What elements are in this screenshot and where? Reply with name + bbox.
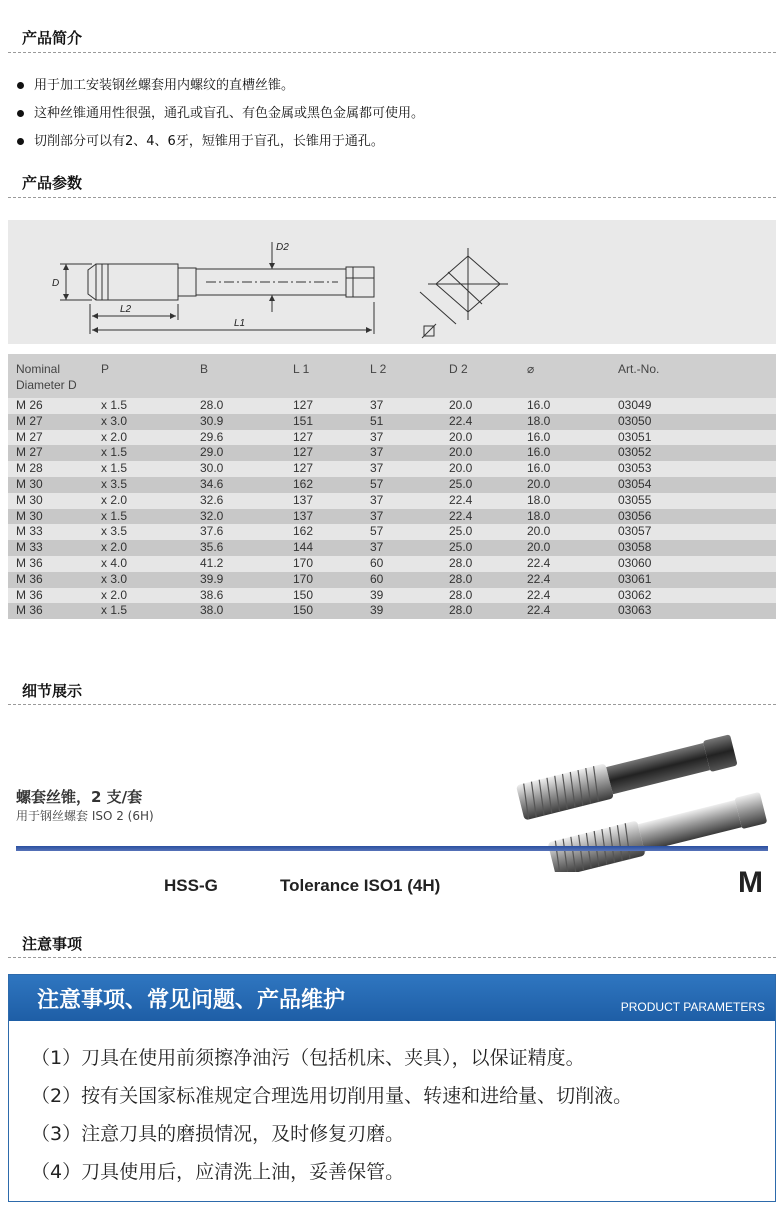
table-cell: 20.0 xyxy=(449,461,473,476)
table-cell: 32.0 xyxy=(200,508,224,523)
dim-label-l1: L1 xyxy=(234,318,246,329)
notice-section-title: 注意事项 xyxy=(22,935,83,953)
table-cell: 37 xyxy=(370,445,384,460)
table-row xyxy=(8,461,776,477)
table-cell: M 30 xyxy=(16,476,43,491)
table-cell: M 33 xyxy=(16,524,43,539)
table-cell: 20.0 xyxy=(527,524,551,539)
table-cell: 39 xyxy=(370,603,384,618)
detail-product-title: 螺套丝锥，2 支/套 xyxy=(16,788,143,806)
dim-label-d: D xyxy=(52,278,60,289)
table-cell: x 3.5 xyxy=(101,524,128,539)
table-cell: 51 xyxy=(370,413,384,428)
table-cell: M 27 xyxy=(16,429,43,444)
table-row xyxy=(8,414,776,430)
table-row xyxy=(8,556,776,572)
table-cell: 22.4 xyxy=(527,603,551,618)
table-cell: 57 xyxy=(370,476,384,491)
header-b: B xyxy=(200,362,209,376)
table-cell: x 4.0 xyxy=(101,555,128,570)
table-cell: 28.0 xyxy=(200,398,224,412)
table-cell: 22.4 xyxy=(449,492,473,507)
table-cell: M 30 xyxy=(16,492,43,507)
table-cell: 35.6 xyxy=(200,540,224,555)
tap-dimension-diagram xyxy=(8,220,776,344)
table-cell: 137 xyxy=(293,508,314,523)
table-cell: 37 xyxy=(370,398,384,412)
table-cell: 03056 xyxy=(618,508,652,523)
table-cell: 162 xyxy=(293,524,314,539)
table-row xyxy=(8,477,776,493)
table-cell: x 1.5 xyxy=(101,398,128,412)
header-diameter: Diameter D xyxy=(16,378,77,392)
table-cell: 03052 xyxy=(618,445,652,460)
table-row xyxy=(8,445,776,461)
header-p: P xyxy=(101,362,110,376)
table-cell: 03057 xyxy=(618,524,652,539)
table-cell: 03050 xyxy=(618,413,652,428)
table-cell: x 1.5 xyxy=(101,445,128,460)
table-cell: 137 xyxy=(293,492,314,507)
table-row xyxy=(8,524,776,540)
table-cell: 37 xyxy=(370,461,384,476)
table-cell: x 2.0 xyxy=(101,540,128,555)
table-cell: 03061 xyxy=(618,571,652,586)
header-art-no: Art.-No. xyxy=(618,362,660,376)
table-cell: 20.0 xyxy=(527,540,551,555)
spec-table-header xyxy=(8,354,776,398)
table-cell: 30.0 xyxy=(200,461,224,476)
table-cell: 25.0 xyxy=(449,540,473,555)
table-cell: 18.0 xyxy=(527,508,551,523)
table-cell: 37.6 xyxy=(200,524,224,539)
table-cell: x 2.0 xyxy=(101,429,128,444)
table-cell: 20.0 xyxy=(449,429,473,444)
table-cell: 16.0 xyxy=(527,398,551,412)
table-cell: 18.0 xyxy=(527,492,551,507)
table-cell: x 1.5 xyxy=(101,461,128,476)
table-cell: M 36 xyxy=(16,571,43,586)
table-cell: 41.2 xyxy=(200,555,224,570)
detail-section-title: 细节展示 xyxy=(22,682,83,700)
table-cell: 25.0 xyxy=(449,476,473,491)
table-cell: 16.0 xyxy=(527,461,551,476)
detail-tolerance: Tolerance ISO1 (4H) xyxy=(280,876,441,895)
table-cell: 170 xyxy=(293,571,314,586)
detail-series-letter: M xyxy=(738,866,763,899)
table-cell: M 30 xyxy=(16,508,43,523)
table-cell: 170 xyxy=(293,555,314,570)
table-row xyxy=(8,572,776,588)
table-cell: 22.4 xyxy=(527,571,551,586)
table-cell: 03060 xyxy=(618,555,652,570)
table-cell: 16.0 xyxy=(527,429,551,444)
table-cell: 03062 xyxy=(618,587,652,602)
table-cell: M 27 xyxy=(16,413,43,428)
table-cell: M 36 xyxy=(16,603,43,618)
table-cell: 03063 xyxy=(618,603,652,618)
table-cell: 37 xyxy=(370,508,384,523)
table-cell: M 27 xyxy=(16,445,43,460)
intro-item: 这种丝锥通用性很强，通孔或盲孔、有色金属或黑色金属都可使用。 xyxy=(14,100,764,128)
header-l1: L 1 xyxy=(293,362,310,376)
spec-table-body xyxy=(8,398,776,619)
table-cell: 28.0 xyxy=(449,603,473,618)
table-cell: 127 xyxy=(293,429,314,444)
table-cell: x 3.0 xyxy=(101,571,128,586)
table-cell: 03053 xyxy=(618,461,652,476)
intro-list xyxy=(14,72,764,156)
notice-header-en: PRODUCT PARAMETERS xyxy=(620,1000,765,1014)
table-cell: 25.0 xyxy=(449,524,473,539)
table-cell: x 2.0 xyxy=(101,492,128,507)
table-cell: M 26 xyxy=(16,398,43,412)
table-row xyxy=(8,603,776,619)
notice-header-title: 注意事项、常见问题、产品维护 xyxy=(37,988,346,1013)
table-cell: 20.0 xyxy=(449,445,473,460)
table-cell: 144 xyxy=(293,540,314,555)
table-row xyxy=(8,588,776,604)
table-cell: 57 xyxy=(370,524,384,539)
table-cell: 34.6 xyxy=(200,476,224,491)
tap-drawing xyxy=(8,220,776,344)
table-cell: M 28 xyxy=(16,461,43,476)
table-cell: 37 xyxy=(370,540,384,555)
table-cell: 150 xyxy=(293,603,314,618)
intro-item: 用于加工安装钢丝螺套用内螺纹的直槽丝锥。 xyxy=(14,72,764,100)
intro-item: 切削部分可以有2、4、6牙，短锥用于盲孔，长锥用于通孔。 xyxy=(14,128,764,156)
table-cell: 30.9 xyxy=(200,413,224,428)
table-cell: 18.0 xyxy=(527,413,551,428)
spec-table xyxy=(8,354,776,619)
table-cell: x 2.0 xyxy=(101,587,128,602)
table-cell: 03058 xyxy=(618,540,652,555)
table-cell: 127 xyxy=(293,461,314,476)
table-cell: 29.6 xyxy=(200,429,224,444)
detail-blue-bar xyxy=(16,846,768,851)
table-cell: M 36 xyxy=(16,555,43,570)
intro-section-title: 产品简介 xyxy=(22,29,83,47)
notice-item: （3）注意刀具的磨损情况，及时修复刃磨。 xyxy=(31,1123,405,1145)
notice-item: （4）刀具使用后，应清洗上油，妥善保管。 xyxy=(31,1161,405,1183)
table-cell: M 33 xyxy=(16,540,43,555)
divider xyxy=(8,957,776,958)
header-nominal: Nominal xyxy=(16,362,61,376)
table-cell: 127 xyxy=(293,398,314,412)
table-cell: M 36 xyxy=(16,587,43,602)
table-cell: x 3.0 xyxy=(101,413,128,428)
detail-banner xyxy=(8,712,776,912)
notice-list xyxy=(31,1039,632,1191)
table-cell: 03054 xyxy=(618,476,652,491)
notice-item: （2）按有关国家标准规定合理选用切削用量、转速和进给量、切削液。 xyxy=(31,1085,633,1107)
table-row xyxy=(8,540,776,556)
notice-item: （1）刀具在使用前须擦净油污（包括机床、夹具），以保证精度。 xyxy=(31,1047,585,1069)
table-cell: 22.4 xyxy=(527,555,551,570)
table-cell: 150 xyxy=(293,587,314,602)
table-cell: 32.6 xyxy=(200,492,224,507)
dim-label-l2: L2 xyxy=(120,304,132,315)
detail-material: HSS-G xyxy=(164,876,218,895)
divider xyxy=(8,197,776,198)
table-cell: 28.0 xyxy=(449,555,473,570)
table-cell: x 3.5 xyxy=(101,476,128,491)
table-cell: 22.4 xyxy=(449,413,473,428)
table-cell: 28.0 xyxy=(449,571,473,586)
table-cell: 22.4 xyxy=(449,508,473,523)
table-cell: 16.0 xyxy=(527,445,551,460)
dim-label-d2: D2 xyxy=(276,242,289,253)
table-cell: 03055 xyxy=(618,492,652,507)
table-cell: 29.0 xyxy=(200,445,224,460)
table-cell: 20.0 xyxy=(449,398,473,412)
table-row xyxy=(8,398,776,414)
table-row xyxy=(8,493,776,509)
header-l2: L 2 xyxy=(370,362,387,376)
table-cell: 28.0 xyxy=(449,587,473,602)
divider xyxy=(8,52,776,53)
table-row xyxy=(8,509,776,525)
table-cell: 20.0 xyxy=(527,476,551,491)
table-cell: x 1.5 xyxy=(101,603,128,618)
divider xyxy=(8,704,776,705)
table-cell: 151 xyxy=(293,413,314,428)
table-cell: 127 xyxy=(293,445,314,460)
header-d2: D 2 xyxy=(449,362,468,376)
table-cell: 37 xyxy=(370,429,384,444)
table-cell: 37 xyxy=(370,492,384,507)
table-cell: 39.9 xyxy=(200,571,224,586)
table-cell: 60 xyxy=(370,571,384,586)
table-cell: 38.0 xyxy=(200,603,224,618)
table-cell: 60 xyxy=(370,555,384,570)
notice-header-bar xyxy=(9,975,775,1021)
table-cell: x 1.5 xyxy=(101,508,128,523)
table-cell: 03049 xyxy=(618,398,652,412)
table-cell: 162 xyxy=(293,476,314,491)
table-row xyxy=(8,430,776,446)
notice-panel xyxy=(8,974,776,1202)
detail-product-subtitle: 用于钢丝螺套 ISO 2 (6H) xyxy=(16,809,154,823)
table-cell: 22.4 xyxy=(527,587,551,602)
table-cell: 03051 xyxy=(618,429,652,444)
table-cell: 39 xyxy=(370,587,384,602)
header-square: ⌀ xyxy=(527,362,535,376)
table-cell: 38.6 xyxy=(200,587,224,602)
params-section-title: 产品参数 xyxy=(22,174,83,192)
